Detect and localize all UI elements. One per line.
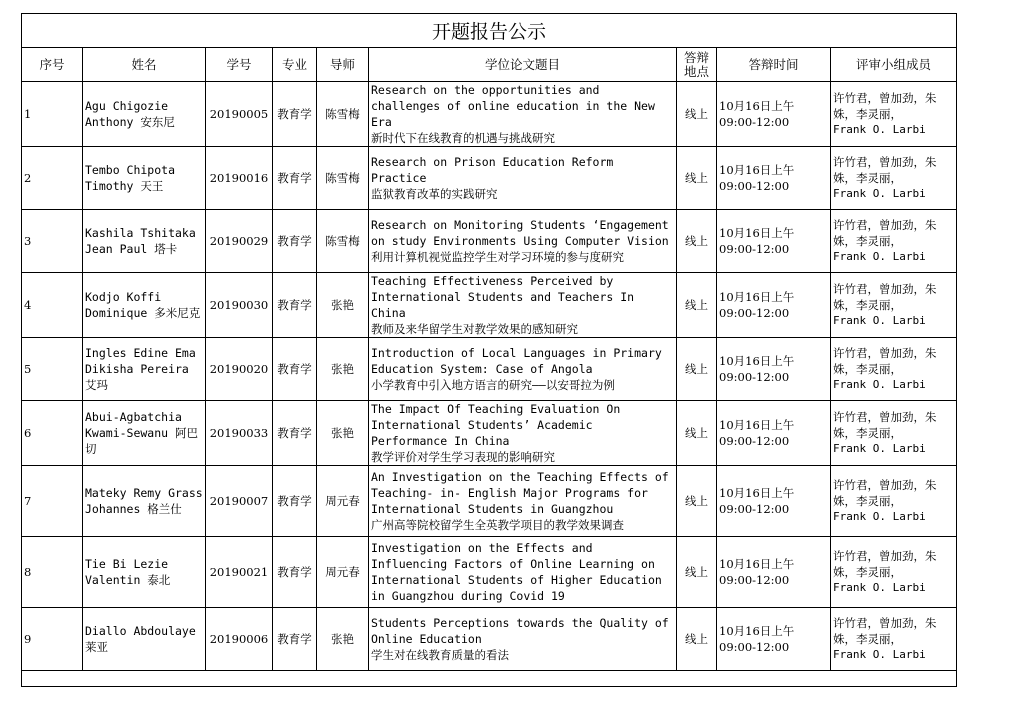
thesis-title-en: Investigation on the Effects and Influencing Factors of Online Learning on International Students of Higher Education in Guangzhou during Covid 19 <box>371 541 662 603</box>
major: 教育学 <box>273 273 317 338</box>
committee-en: Frank O. Larbi <box>833 378 926 391</box>
row-number: 7 <box>22 466 83 537</box>
advisor: 陈雪梅 <box>317 82 369 147</box>
major: 教育学 <box>273 537 317 608</box>
defense-place: 线上 <box>677 466 717 537</box>
student-id: 20190006 <box>206 608 273 671</box>
table-row <box>22 147 957 210</box>
header-major: 专业 <box>273 48 317 82</box>
table-row <box>22 466 957 537</box>
student-name: Mateky Remy Grass Johannes 格兰仕 <box>83 466 206 537</box>
advisor: 陈雪梅 <box>317 147 369 210</box>
major: 教育学 <box>273 608 317 671</box>
defense-date: 10月16日上午 <box>719 354 795 368</box>
table-row <box>22 537 957 608</box>
defense-place: 线上 <box>677 273 717 338</box>
row-number: 3 <box>22 210 83 273</box>
defense-place: 线上 <box>677 210 717 273</box>
defense-hours: 09:00-12:00 <box>719 573 790 587</box>
thesis-title-en: An Investigation on the Teaching Effects of Teaching- in- English Major Programs for International Students in Guangzhou <box>371 470 669 516</box>
table-row <box>22 82 957 147</box>
thesis-title <box>369 210 677 273</box>
defense-time <box>717 147 831 210</box>
defense-hours: 09:00-12:00 <box>719 434 790 448</box>
thesis-title-zh: 新时代下在线教育的机遇与挑战研究 <box>371 131 555 145</box>
defense-hours: 09:00-12:00 <box>719 502 790 516</box>
defense-place: 线上 <box>677 147 717 210</box>
committee-en: Frank O. Larbi <box>833 250 926 263</box>
thesis-title-zh: 监狱教育改革的实践研究 <box>371 187 498 201</box>
defense-place: 线上 <box>677 537 717 608</box>
committee-zh: 许竹君，曾加劲，朱姝，李灵丽， <box>833 346 937 376</box>
student-id: 20190021 <box>206 537 273 608</box>
major: 教育学 <box>273 82 317 147</box>
committee-zh: 许竹君，曾加劲，朱姝，李灵丽， <box>833 616 937 646</box>
student-id: 20190007 <box>206 466 273 537</box>
thesis-title <box>369 608 677 671</box>
defense-time <box>717 210 831 273</box>
row-number: 4 <box>22 273 83 338</box>
advisor: 张艳 <box>317 608 369 671</box>
thesis-title <box>369 537 677 608</box>
student-id: 20190030 <box>206 273 273 338</box>
defense-hours: 09:00-12:00 <box>719 179 790 193</box>
defense-time <box>717 82 831 147</box>
defense-date: 10月16日上午 <box>719 418 795 432</box>
committee-zh: 许竹君，曾加劲，朱姝，李灵丽， <box>833 155 937 185</box>
empty-row <box>22 671 957 687</box>
committee-members <box>831 466 957 537</box>
header-time: 答辩时间 <box>717 48 831 82</box>
row-number: 9 <box>22 608 83 671</box>
thesis-title <box>369 82 677 147</box>
announcement-table <box>21 13 957 687</box>
thesis-title <box>369 273 677 338</box>
empty-cell <box>22 671 957 687</box>
header-thesis: 学位论文题目 <box>369 48 677 82</box>
major: 教育学 <box>273 210 317 273</box>
thesis-title <box>369 147 677 210</box>
committee-members <box>831 273 957 338</box>
major: 教育学 <box>273 147 317 210</box>
advisor: 陈雪梅 <box>317 210 369 273</box>
thesis-title-en: Teaching Effectiveness Perceived by International Students and Teachers In China <box>371 274 635 320</box>
header-committee: 评审小组成员 <box>831 48 957 82</box>
thesis-title-en: Research on Prison Education Reform Practice <box>371 155 614 185</box>
defense-place: 线上 <box>677 82 717 147</box>
committee-en: Frank O. Larbi <box>833 442 926 455</box>
defense-place: 线上 <box>677 401 717 466</box>
defense-hours: 09:00-12:00 <box>719 370 790 384</box>
student-name: Kodjo Koffi Dominique 多米尼克 <box>83 273 206 338</box>
thesis-title-zh: 小学教育中引入地方语言的研究——以安哥拉为例 <box>371 378 615 392</box>
committee-en: Frank O. Larbi <box>833 510 926 523</box>
row-number: 5 <box>22 338 83 401</box>
student-id: 20190016 <box>206 147 273 210</box>
advisor: 周元春 <box>317 466 369 537</box>
defense-date: 10月16日上午 <box>719 163 795 177</box>
thesis-title-en: Research on the opportunities and challenges of online education in the New Era <box>371 83 655 129</box>
committee-zh: 许竹君，曾加劲，朱姝，李灵丽， <box>833 282 937 312</box>
thesis-title-en: Research on Monitoring Students ‘Engagement on study Environments Using Computer Vision <box>371 218 669 248</box>
committee-members <box>831 537 957 608</box>
defense-time <box>717 273 831 338</box>
header-id: 学号 <box>206 48 273 82</box>
thesis-title-en: Students Perceptions towards the Quality of Online Education <box>371 616 669 646</box>
row-number: 6 <box>22 401 83 466</box>
committee-zh: 许竹君，曾加劲，朱姝，李灵丽， <box>833 549 937 579</box>
committee-zh: 许竹君，曾加劲，朱姝，李灵丽， <box>833 218 937 248</box>
student-id: 20190020 <box>206 338 273 401</box>
defense-hours: 09:00-12:00 <box>719 242 790 256</box>
student-name: Tembo Chipota Timothy 天王 <box>83 147 206 210</box>
defense-hours: 09:00-12:00 <box>719 640 790 654</box>
major: 教育学 <box>273 338 317 401</box>
table-row <box>22 608 957 671</box>
defense-time <box>717 338 831 401</box>
thesis-title-zh: 教师及来华留学生对教学效果的感知研究 <box>371 322 578 336</box>
student-id: 20190029 <box>206 210 273 273</box>
thesis-title-zh: 广州高等院校留学生全英教学项目的教学效果调查 <box>371 518 624 532</box>
committee-zh: 许竹君，曾加劲，朱姝，李灵丽， <box>833 478 937 508</box>
committee-zh: 许竹君，曾加劲，朱姝，李灵丽， <box>833 91 937 121</box>
committee-en: Frank O. Larbi <box>833 123 926 136</box>
defense-time <box>717 466 831 537</box>
defense-time <box>717 401 831 466</box>
defense-date: 10月16日上午 <box>719 624 795 638</box>
thesis-title <box>369 466 677 537</box>
major: 教育学 <box>273 401 317 466</box>
header-place: 答辩地点 <box>677 48 717 82</box>
row-number: 8 <box>22 537 83 608</box>
committee-members <box>831 608 957 671</box>
committee-en: Frank O. Larbi <box>833 581 926 594</box>
student-name: Abui-Agbatchia Kwami-Sewanu 阿巴切 <box>83 401 206 466</box>
header-advisor: 导师 <box>317 48 369 82</box>
page-title: 开题报告公示 <box>22 14 957 48</box>
row-number: 1 <box>22 82 83 147</box>
defense-date: 10月16日上午 <box>719 99 795 113</box>
student-id: 20190005 <box>206 82 273 147</box>
defense-date: 10月16日上午 <box>719 226 795 240</box>
committee-en: Frank O. Larbi <box>833 187 926 200</box>
thesis-title-zh: 教学评价对学生学习表现的影响研究 <box>371 450 555 464</box>
thesis-title <box>369 401 677 466</box>
committee-members <box>831 401 957 466</box>
defense-date: 10月16日上午 <box>719 290 795 304</box>
defense-time <box>717 608 831 671</box>
thesis-title <box>369 338 677 401</box>
defense-date: 10月16日上午 <box>719 486 795 500</box>
major: 教育学 <box>273 466 317 537</box>
header-no: 序号 <box>22 48 83 82</box>
student-name: Diallo Abdoulaye 莱亚 <box>83 608 206 671</box>
defense-hours: 09:00-12:00 <box>719 306 790 320</box>
defense-time <box>717 537 831 608</box>
advisor: 张艳 <box>317 273 369 338</box>
advisor: 张艳 <box>317 401 369 466</box>
committee-members <box>831 147 957 210</box>
table-row <box>22 273 957 338</box>
committee-members <box>831 82 957 147</box>
header-name: 姓名 <box>83 48 206 82</box>
defense-place: 线上 <box>677 338 717 401</box>
student-name: Tie Bi Lezie Valentin 泰北 <box>83 537 206 608</box>
committee-zh: 许竹君，曾加劲，朱姝，李灵丽， <box>833 410 937 440</box>
thesis-title-en: Introduction of Local Languages in Primary Education System: Case of Angola <box>371 346 662 376</box>
committee-members <box>831 210 957 273</box>
committee-en: Frank O. Larbi <box>833 314 926 327</box>
committee-members <box>831 338 957 401</box>
student-name: Ingles Edine Ema Dikisha Pereira 艾玛 <box>83 338 206 401</box>
advisor: 周元春 <box>317 537 369 608</box>
student-id: 20190033 <box>206 401 273 466</box>
table-row <box>22 210 957 273</box>
student-name: Agu Chigozie Anthony 安东尼 <box>83 82 206 147</box>
committee-en: Frank O. Larbi <box>833 648 926 661</box>
defense-place: 线上 <box>677 608 717 671</box>
defense-hours: 09:00-12:00 <box>719 115 790 129</box>
student-name: Kashila Tshitaka Jean Paul 塔卡 <box>83 210 206 273</box>
thesis-title-zh: 学生对在线教育质量的看法 <box>371 648 509 662</box>
row-number: 2 <box>22 147 83 210</box>
thesis-title-en: The Impact Of Teaching Evaluation On International Students’ Academic Performance In China <box>371 402 621 448</box>
table-row <box>22 401 957 466</box>
defense-date: 10月16日上午 <box>719 557 795 571</box>
table-row <box>22 338 957 401</box>
thesis-title-zh: 利用计算机视觉监控学生对学习环境的参与度研究 <box>371 250 624 264</box>
advisor: 张艳 <box>317 338 369 401</box>
